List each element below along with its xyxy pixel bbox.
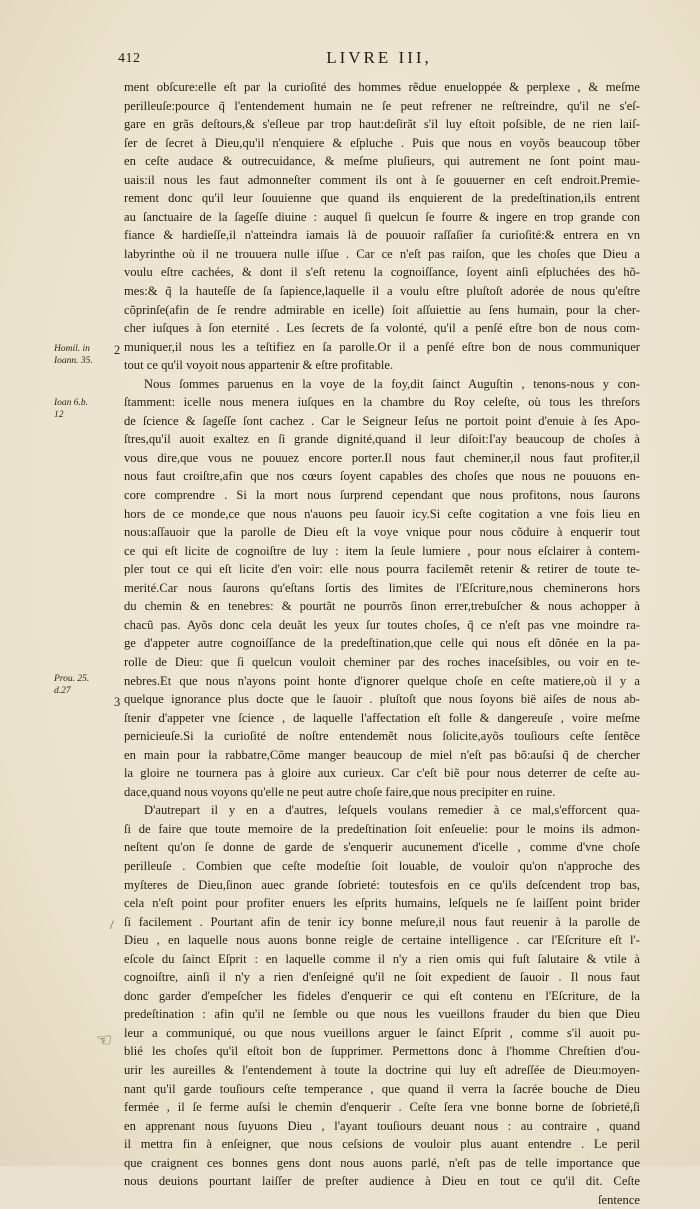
text-line: ſer de ſecret à Dieu,qu'il n'enquiere & eſpluche . Puis que nous en voyõs beaucoup tõber — [124, 135, 640, 150]
text-line: hors de ce monde,ce que nous n'auons peu ſauoir icy.Si ceſte cogitation a vne fois lieu en — [124, 506, 640, 521]
text-line: ge d'appeter autre cognoiſſance de la predeſtination,que celle qui nous eſt dõnée en la pa- — [124, 636, 640, 651]
text-line: merité.Car nous ſaurons qu'eſtans ſortis des limites de l'Eſcriture,nous cheminerons hors — [124, 580, 640, 595]
text-line: perilleuſe:pource q̃ l'entendement humain ne ſe peut refrener ne reſtreindre, qu'il ne s'eſ- — [124, 98, 640, 113]
text-line: neſtent qu'on ſe donne de garde de s'enquerir aucunement d'icelle , comme d'vne choſe — [124, 840, 640, 855]
text-line: en main pour la rabbatre,Cõme manger beaucoup de miel n'eſt pas bõ:auſsi q̃ de chercher — [124, 747, 640, 762]
text-line: ſentence — [598, 1192, 640, 1207]
running-head: LIVRE III, — [326, 48, 432, 67]
text-line: myſteres de Dieu,ſinon auec grande ſobrieté: toutesfois en ce qu'ils deſcendent trop bas, — [124, 877, 640, 892]
text-line: pler tout ce qui eſt licite d'en voir: elle nous pourra facilemẽt retenir & retirer de toute te- — [124, 562, 640, 577]
text-line: uais:il nous les faut admonneſter comment ils ont à ſe gouuerner en ceſt endroit.Premie- — [124, 172, 640, 187]
text-line: du chemin & en tenebres: & pourtãt ne pourrõs ſinon errer,trebuſcher & nous achopper à — [124, 599, 640, 614]
text-line: nous deuions pourtant laiſſer de preſter audience à Dieu en tout ce qu'il dit. Ceſte — [124, 1174, 640, 1189]
text-line: voulu eſtre cachées, & dont il s'eſt retenu la cognoiſſance, ſoyent ainſi eſpluchées des hõ- — [124, 265, 640, 280]
margin-note-line: Ioann. 35. — [54, 356, 93, 366]
text-line: en apprenant nous ſuyuons Dieu , l'ayant touſiours deuant nous : au contraire , quand — [124, 1118, 640, 1133]
text-line: il mettra fin à enſeigner, que nous ceſsions de vouloir plus auant entendre . Le peril — [124, 1137, 640, 1152]
text-line: ment obſcure:elle eſt par la curioſité des hommes rẽdue enueloppée & perplexe , & meſme — [124, 80, 640, 94]
text-line: Dieu , en laquelle nous auons bonne reigle de certaine intelligence . car l'Eſcriture eſt l'- — [124, 933, 640, 948]
page-number: 412 — [118, 51, 141, 66]
text-line: fermée , il ſe ferme auſsi le chemin d'enquerir . Ceſte ſera vne bonne borne de ſobrieté,ſi — [124, 1100, 640, 1115]
text-line: nous faut croiſtre,afin que nos cœurs ſoyent capables des choſes que nous ne pouuons en- — [124, 469, 640, 484]
margin-note-line: Prou. 25. — [54, 674, 90, 684]
text-line: Nous ſommes paruenus en la voye de la foy,dit ſainct Auguſtin , tenons-nous y con- — [144, 376, 640, 391]
page-header — [118, 48, 640, 70]
text-line: nebres.Et que nous n'ayons point honte d'ignorer quelque choſe en ceſte matiere,où il y a — [124, 673, 640, 688]
text-line: nous:aſſauoir que la parolle de Dieu eſt la voye vnique pour nous cõduire à enquerir tout — [124, 525, 640, 540]
text-line: gare en grãs deſtours,& s'eſleue par trop haut:deſirãt s'il luy eſtoit poſsible, de ne rien laiſ- — [124, 117, 640, 132]
text-line: tout ce qu'il voyoit nous appartenir & eſtre profitable. — [124, 358, 394, 373]
text-line: D'autrepart il y en a d'autres, leſquels voulans remedier à ce mal,s'efforcent qua- — [144, 803, 640, 818]
body-text — [124, 78, 640, 1209]
margin-slash-mark: / — [110, 917, 114, 932]
margin-note-line: 12 — [54, 410, 64, 420]
text-line: cher iuſques à ſon eternité . Les ſecrets de ſa volonté, qu'il a penſé eſtre bon de nous com- — [124, 321, 640, 336]
text-line: rolle de Dieu: que ſi quelcun vouloit cheminer par des roches inaceſsibles, ou voir en te- — [124, 654, 640, 669]
text-line: de ſcience & ſageſſe ſont cachez . Car le Seigneur Ieſus ne portoit point d'enuie à ſes Apo- — [124, 413, 640, 428]
text-line: ſtenir d'appeter vne ſcience , de laquelle l'affectation eſt folle & dangereuſe , voire meſme — [124, 710, 640, 725]
text-line: mes:& q̃ la hauteſſe de ſa ſapience,laquelle il a voulu eſtre pluſtoſt adorée de nous qu'eſtre — [124, 284, 640, 299]
text-line: cõprinſe(afin de ſe rendre admirable en icelle) ſoit aſſuiettie au ſens humain, pour la cher- — [124, 302, 640, 317]
text-line: dace,quand nous voyons qu'elle ne peut autre choſe faire,que nous precipiter en ruine. — [124, 784, 556, 799]
margin-note — [54, 343, 93, 367]
paragraph-number: 3 — [114, 695, 121, 709]
text-line: rement donc qu'il leur ſouuienne que quand ils enquierent de la predeſtination,ils entrent — [124, 191, 640, 206]
text-line: en ceſte audace & outrecuidance, & meſme pluſieurs, qui autrement ne ſont point mau- — [124, 154, 640, 169]
text-line: pernicieuſe.Si la curioſité de noſtre entendemẽt nous ſolicite,ayõs touſiours ceſte ſentẽce — [124, 729, 640, 744]
text-line: eſcole du ſainct Eſprit : en laquelle comme il n'y a rien omis qui fuſt ſalutaire & vtile à — [124, 951, 640, 966]
text-line: leur a communiqué, ou que nous vueillons arguer le ſainct Eſprit , comme s'il auoit pu- — [124, 1025, 640, 1040]
text-line: ſi de faire que toute memoire de la predeſtination ſoit enſeuelie: pour le moins ils admon- — [124, 821, 640, 836]
text-line: ſtres,qu'il auoit exaltez en ſi grande dignité,quand il leur diſoit:I'ay beaucoup de choſes à — [124, 432, 640, 447]
text-line: que craignent ces bonnes gens dont nous auons parlé, n'eſt pas de telle importance que — [124, 1155, 640, 1170]
text-line: fiance & hardieſſe,il n'atteindra iamais là de pouuoir raſſaſier ſa curioſité:& entrera en vn — [124, 228, 640, 243]
margin-note-line: d.27 — [54, 686, 71, 696]
margin-note-line: Homil. in — [54, 344, 90, 354]
text-line: urir les aureilles & l'entendement à toute la doctrine qui luy eſt adreſſée de Dieu:moyen- — [124, 1062, 640, 1077]
pointing-hand-icon: ☜ — [96, 1030, 113, 1050]
margin-note-line: Ioan 6.b. — [54, 398, 89, 408]
text-line: au ſanctuaire de la ſageſſe diuine : auquel ſi quelcun ſe fourre & ingere en trop grande con — [124, 209, 640, 224]
text-line: labyrinthe où il ne trouuera nulle iſſue . Car ce n'eſt pas raiſon, que les choſes que Dieu a — [124, 246, 640, 261]
text-line: cognoiſtre, ainſi il n'y a rien d'enſeigné qu'il ne ſoit expedient de ſauoir . Il nous faut — [124, 970, 640, 985]
text-line: predeſtination : afin qu'il ne ſemble ou que nous les vueillons frauder du bien que Dieu — [124, 1007, 640, 1022]
text-line: la gloire ne tournera pas à gloire aux curieux. Car c'eſt biẽ pour nous deterrer de ceſte au- — [124, 766, 640, 781]
paragraph-number: 2 — [114, 343, 121, 357]
text-line: donc garder d'empeſcher les fideles d'enquerir ce qui eſt contenu en l'Eſcriture, de la — [124, 988, 640, 1003]
text-line: quelque ignorance plus docte que le ſauoir . pluſtoſt que nous ſoyons bië aiſes de nous ab- — [124, 692, 640, 707]
text-line: blié les choſes qu'il eſtoit bon de ſupprimer. Permettons donc à l'homme Chreſtien d'ou- — [124, 1044, 640, 1059]
text-line: ce qui eſt licite de cognoiſtre de luy : item la ſeule lumiere , pour nous eſclairer à contem- — [124, 543, 640, 558]
text-line: ſtamment: icelle nous menera iuſques en la chambre du Roy celeſte, où tous les threſors — [124, 395, 640, 410]
margin-note — [54, 397, 88, 421]
text-line: cela n'eſt point pour profiter enuers les eſprits humains, leſquels ne ſe laiſſent point brider — [124, 896, 640, 911]
text-line: muniquer,il nous les a teſtifiez en ſa parolle.Or il a penſé eſtre bon de nous communiquer — [124, 339, 640, 354]
text-line: core comprendre . Si la mort nous ſurprend cependant que nous profitons, nous ſaurons — [124, 488, 640, 503]
text-line: ſi facilement . Pourtant afin de tenir icy bonne meſure,il nous faut reuenir à la parolle de — [124, 914, 640, 929]
text-line: perilleuſe . Combien que ceſte modeſtie ſoit louable, de vouloir qu'on n'approche des — [124, 858, 640, 873]
text-line: vous dire,que vous ne pouuez encore porter.Il nous faut cheminer,il nous faut profiter,il — [124, 450, 640, 465]
margin-note — [54, 673, 89, 697]
text-line: chacũ pas. Ayõs donc cela deuãt les yeux ſur toutes choſes, q̃ ce n'eſt pas vne moindre ra- — [124, 617, 640, 632]
text-line: nant qu'il garde touſiours ceſte temperance , que quand il verra la ſacrée bouche de Dieu — [124, 1081, 640, 1096]
